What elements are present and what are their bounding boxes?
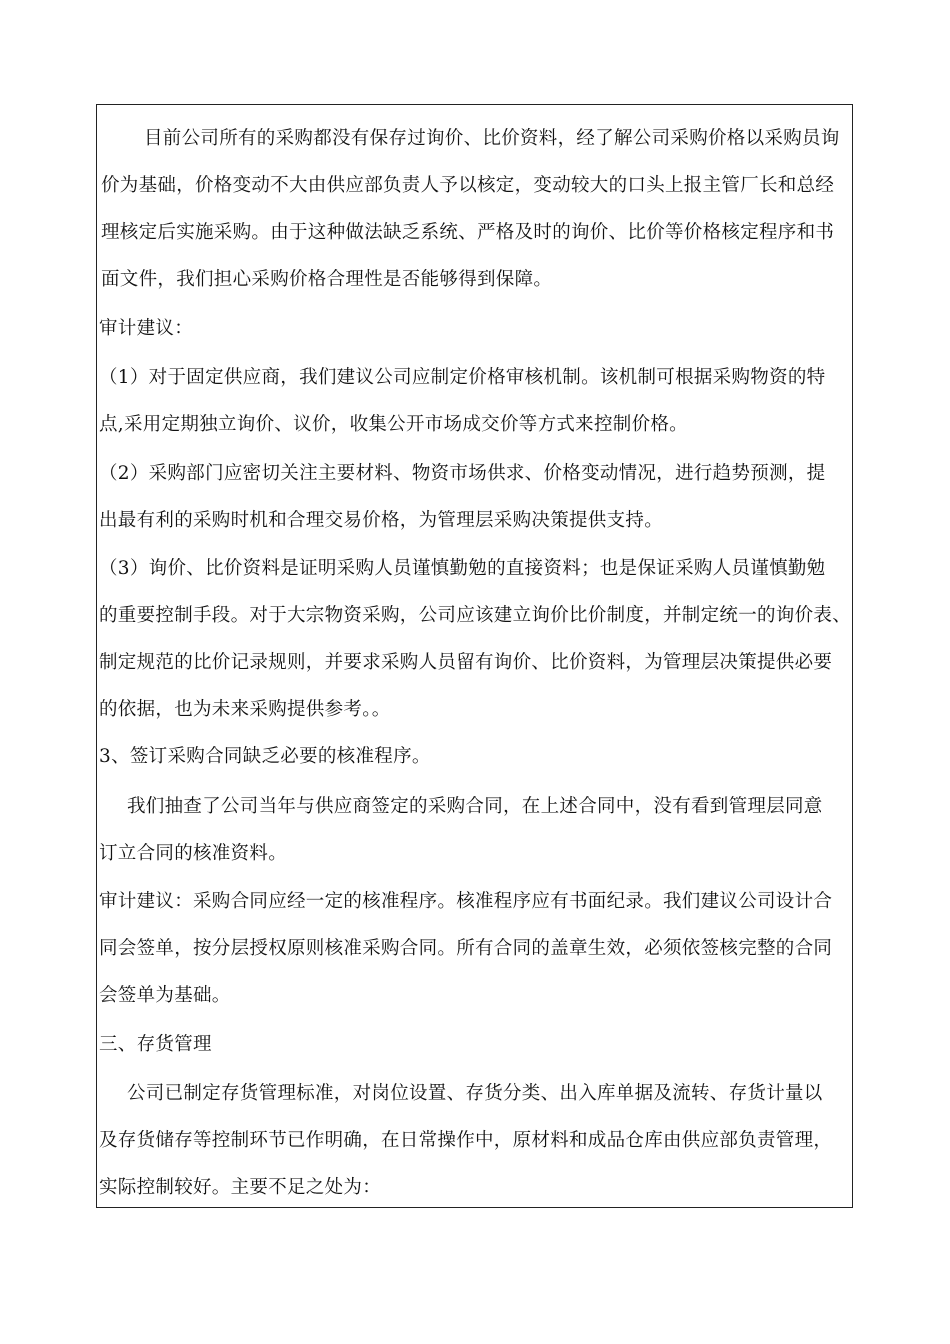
suggestion-3-line-3: 制定规范的比价记录规则，并要求采购人员留有询价、比价资料，为管理层决策提供必要 [99, 652, 833, 673]
suggestion-3-line-1: （3）询价、比价资料是证明采购人员谨慎勤勉的直接资料；也是保证采购人员谨慎勤勉 [99, 558, 826, 579]
inventory-section-heading: 三、存货管理 [99, 1034, 212, 1055]
inventory-paragraph-line-2: 及存货储存等控制环节已作明确，在日常操作中，原材料和成品仓库由供应部负责管理， [99, 1130, 833, 1151]
contract-suggestion-line-1: 审计建议：采购合同应经一定的核准程序。核准程序应有书面纪录。我们建议公司设计合 [99, 891, 833, 912]
suggestion-1-line-1: （1）对于固定供应商，我们建议公司应制定价格审核机制。该机制可根据采购物资的特 [99, 367, 826, 388]
section-3-heading: 3、签订采购合同缺乏必要的核准程序。 [99, 746, 431, 767]
contract-paragraph-line-2: 订立合同的核准资料。 [99, 843, 288, 864]
paragraph-inquiry-line-4: 面文件，我们担心采购价格合理性是否能够得到保障。 [101, 269, 553, 290]
suggestion-3-line-2: 的重要控制手段。对于大宗物资采购，公司应该建立询价比价制度，并制定统一的询价表、 [99, 605, 852, 626]
paragraph-inquiry-line-3: 理核定后实施采购。由于这种做法缺乏系统、严格及时的询价、比价等价格核定程序和书 [101, 222, 835, 243]
audit-suggestion-heading: 审计建议： [99, 318, 194, 339]
paragraph-inquiry-line-2: 价为基础，价格变动不大由供应部负责人予以核定，变动较大的口头上报主管厂长和总经 [101, 175, 835, 196]
suggestion-1-line-2: 点,采用定期独立询价、议价，收集公开市场成交价等方式来控制价格。 [99, 414, 688, 435]
inventory-paragraph-line-1: 公司已制定存货管理标准，对岗位设置、存货分类、出入库单据及流转、存货计量以 [127, 1083, 823, 1104]
contract-paragraph-line-1: 我们抽查了公司当年与供应商签定的采购合同，在上述合同中，没有看到管理层同意 [127, 796, 823, 817]
document-table-cell [96, 104, 853, 1208]
suggestion-3-line-4: 的依据，也为未来采购提供参考。。 [99, 699, 391, 720]
contract-suggestion-line-2: 同会签单，按分层授权原则核准采购合同。所有合同的盖章生效，必须依签核完整的合同 [99, 938, 833, 959]
suggestion-2-line-1: （2）采购部门应密切关注主要材料、物资市场供求、价格变动情况，进行趋势预测，提 [99, 463, 826, 484]
inventory-paragraph-line-3: 实际控制较好。主要不足之处为： [99, 1177, 382, 1198]
contract-suggestion-line-3: 会签单为基础。 [99, 985, 231, 1006]
suggestion-2-line-2: 出最有利的采购时机和合理交易价格，为管理层采购决策提供支持。 [99, 510, 664, 531]
paragraph-inquiry-line-1: 目前公司所有的采购都没有保存过询价、比价资料，经了解公司采购价格以采购员询 [144, 128, 840, 149]
